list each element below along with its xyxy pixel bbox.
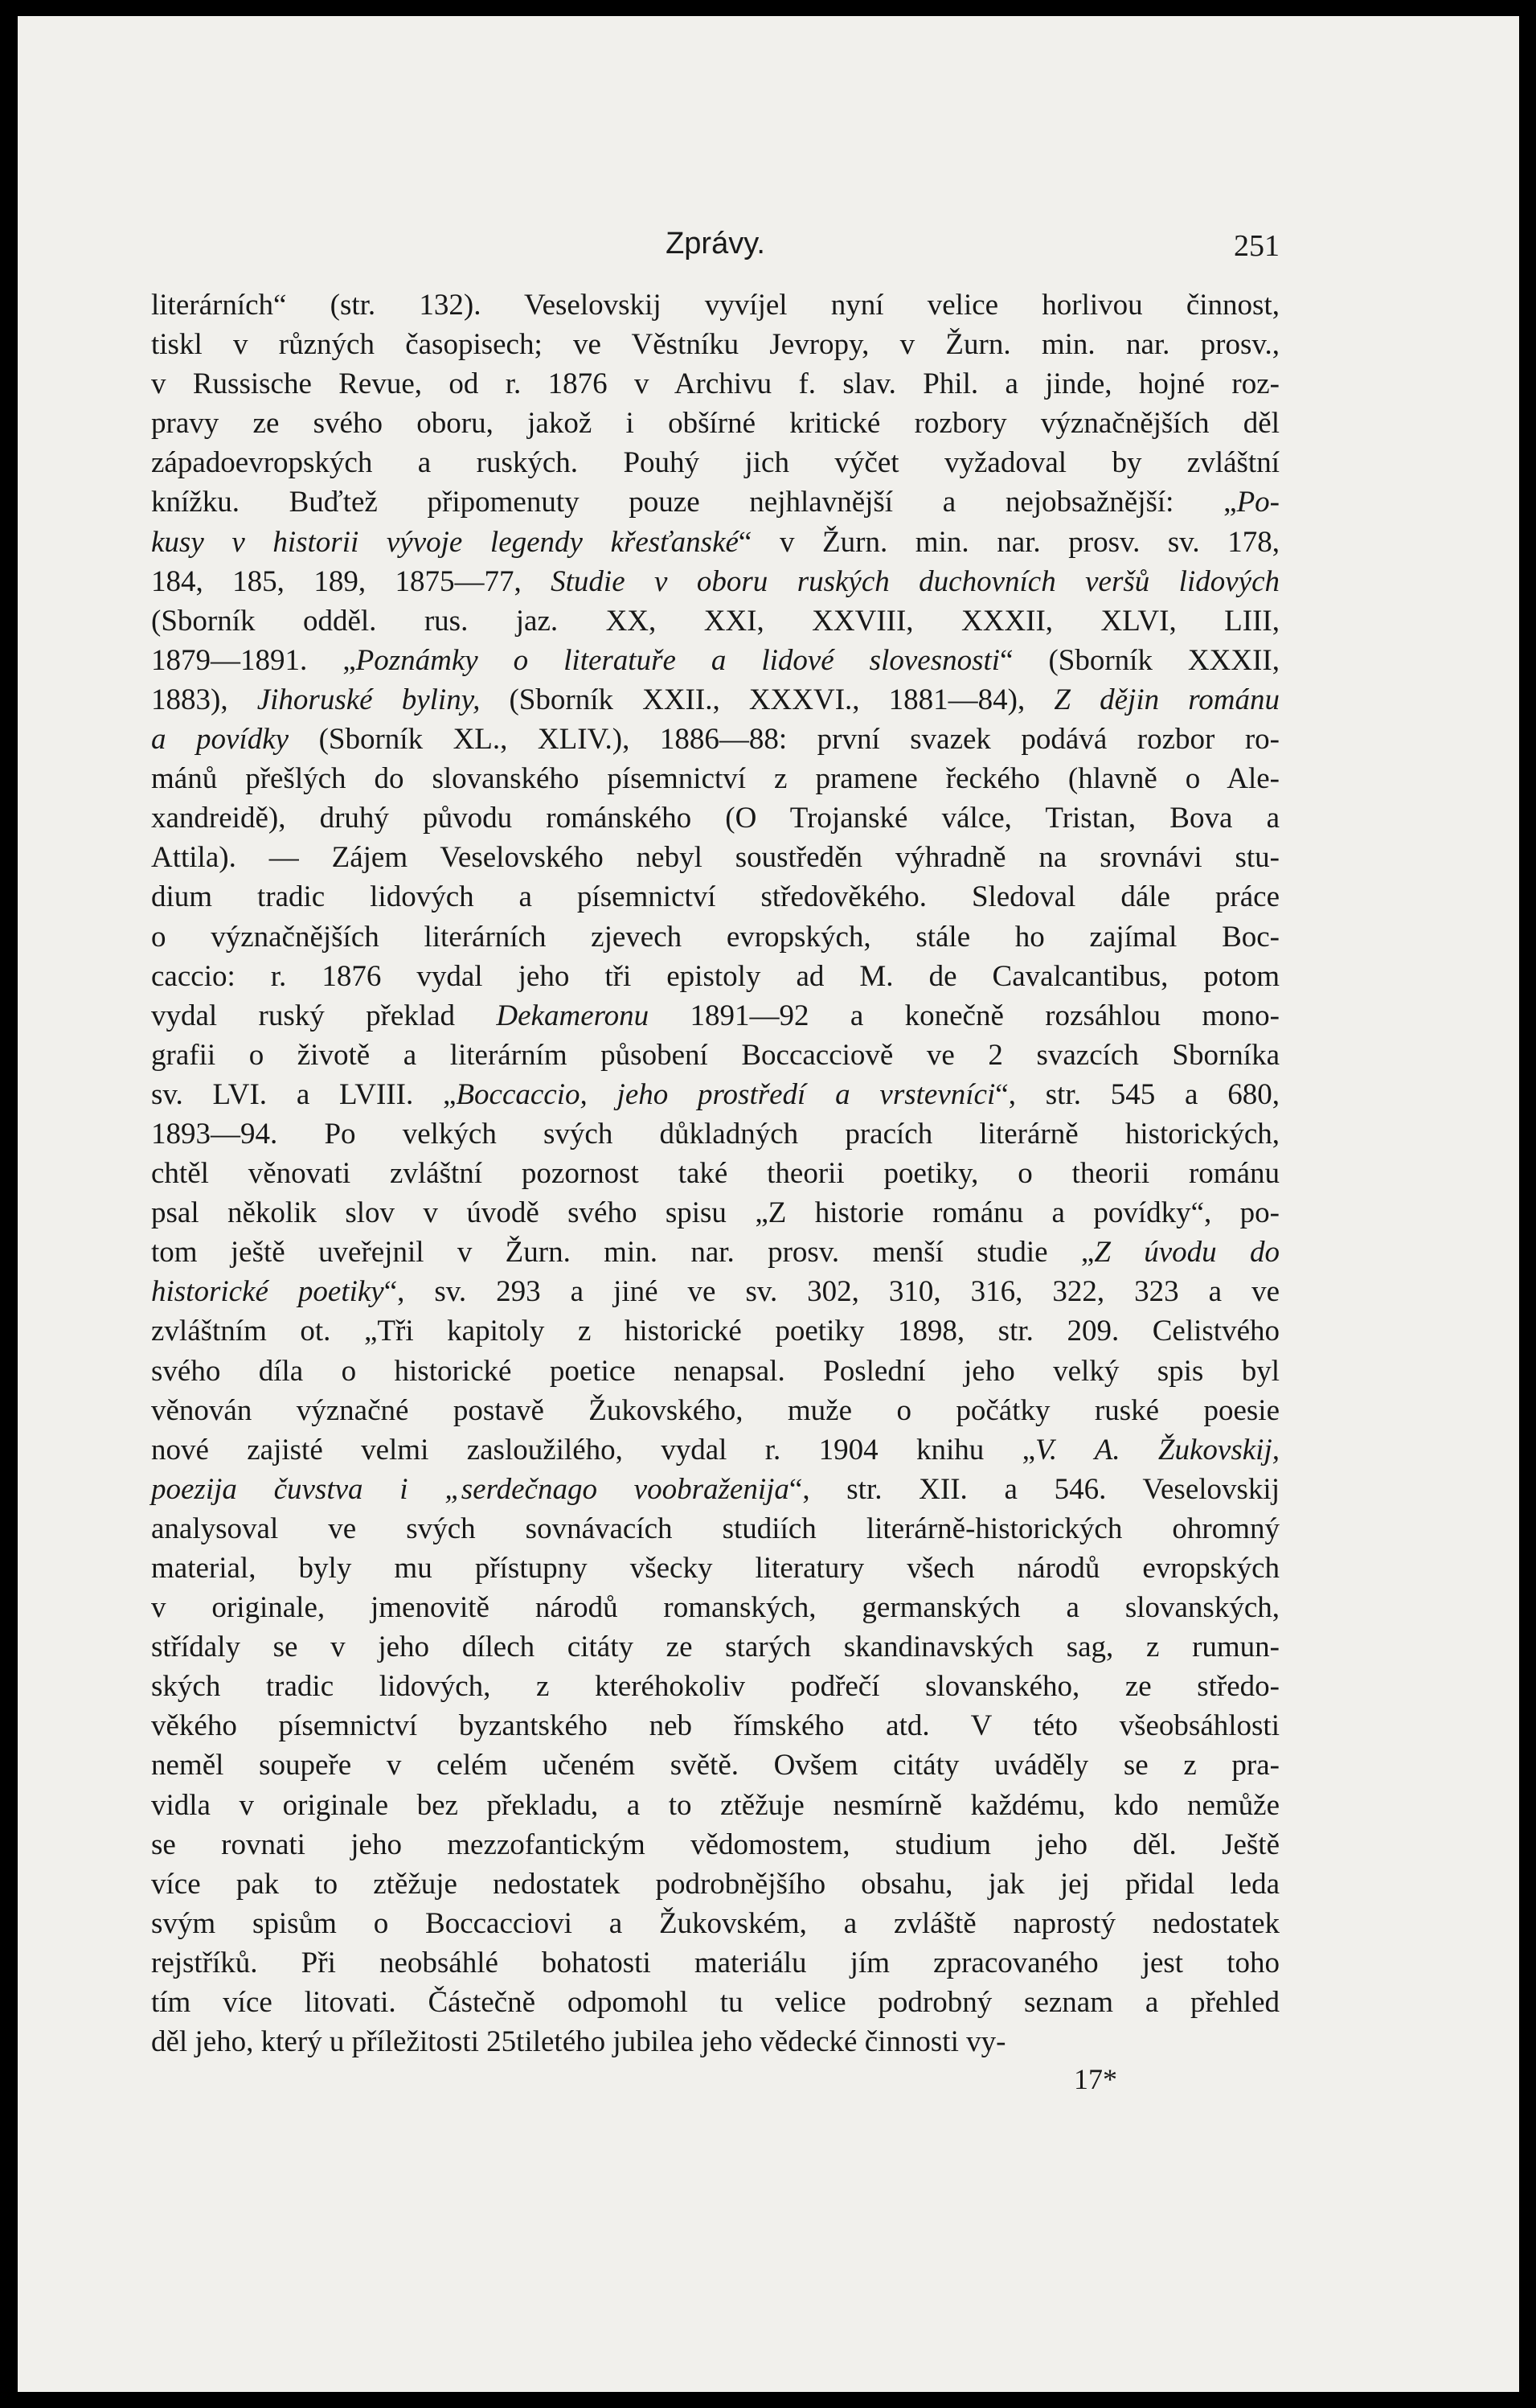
text-segment: vidla v originale bez překladu, a to ztěžuje nesmírně každému, kdo nemůže (151, 1788, 1280, 1822)
italic-title-segment: Poznámky o literatuře a lidové slovesnosti (355, 643, 1001, 677)
text-segment: svého díla o historické poetice nenapsal. Poslední jeho velký spis byl (151, 1354, 1280, 1388)
text-line (151, 1430, 1280, 1470)
text-segment: xandreidě), druhý původu románského (O Trojanské válce, Tristan, Bova a (151, 802, 1280, 835)
printer-signature-mark: 17* (1074, 2063, 1117, 2095)
italic-title-segment: V. A. Žukovskij, (1035, 1433, 1280, 1467)
text-segment: (Sborník odděl. rus. jaz. XX, XXI, XXVIII, XXXII, XLVI, LIII, (151, 604, 1280, 638)
text-segment: caccio: r. 1876 vydal jeho tři epistoly ad M. de Cavalcantibus, potom (151, 959, 1280, 993)
text-line (151, 2022, 1280, 2061)
text-segment: věnován význačné postavě Žukovského, muže o počátky ruské poesie (151, 1393, 1280, 1427)
text-segment: “ v Žurn. min. nar. prosv. sv. 178, (738, 525, 1280, 559)
italic-title-segment: Dekameronu (496, 999, 649, 1032)
text-segment: tím více litovati. Částečně odpomohl tu velice podrobný seznam a přehled (151, 1986, 1280, 2020)
text-line (151, 601, 1280, 641)
text-line (151, 1667, 1280, 1706)
text-line (151, 798, 1280, 838)
text-segment: vydal ruský překlad (151, 999, 497, 1032)
text-segment: mánů přešlých do slovanského písemnictví z pramene řeckého (hlavně o Ale- (151, 762, 1280, 796)
text-segment: zvláštním ot. „Tři kapitoly z historické poetiky 1898, str. 209. Celistvého (151, 1315, 1280, 1348)
text-line (151, 364, 1280, 404)
text-line (151, 1825, 1280, 1864)
book-page (18, 16, 1519, 2392)
text-line (151, 957, 1280, 996)
text-segment: dium tradic lidových a písemnictví středověkého. Sledoval dále práce (151, 880, 1280, 914)
text-segment: knížku. Buďtež připomenuty pouze nejhlavnější a nejobsažnější: „ (151, 486, 1237, 519)
text-line (151, 1352, 1280, 1391)
text-segment: střídaly se v jeho dílech citáty ze starých skandinavských sag, z rumun- (151, 1631, 1280, 1664)
italic-title-segment: kusy v historii vývoje legendy křesťanské (151, 525, 739, 559)
text-segment: literárních“ (str. 132). Veselovskij vyvíjel nyní velice horlivou činnost, (151, 289, 1280, 322)
text-segment: (Sborník XL., XLIV.), 1886—88: první svazek podává rozbor ro- (289, 723, 1280, 757)
text-line (151, 285, 1280, 325)
text-segment: rejstříků. Při neobsáhlé bohatosti materiálu jím zpracovaného jest toho (151, 1946, 1280, 1979)
text-segment: tom ještě uveřejnil v Žurn. min. nar. prosv. menší studie „ (151, 1236, 1095, 1270)
text-segment: 1891—92 a konečně rozsáhlou mono- (649, 999, 1280, 1032)
text-line (151, 1272, 1280, 1311)
text-line (151, 562, 1280, 601)
text-segment: v originale, jmenovitě národů romanských, germanských a slovanských, (151, 1591, 1280, 1625)
running-title: Zprávy. (666, 227, 765, 260)
text-segment: 1893—94. Po velkých svých důkladných pracích literárně historických, (151, 1117, 1280, 1151)
text-line (151, 325, 1280, 364)
text-segment: sv. LVI. a LVIII. „ (151, 1077, 457, 1111)
text-line (151, 482, 1280, 522)
text-line (151, 996, 1280, 1036)
text-line (151, 1075, 1280, 1114)
italic-title-segment: poezija čuvstva i „serdečnago voobraženija (151, 1472, 789, 1506)
text-segment: věkého písemnictví byzantského neb římského atd. V této všeobsáhlosti (151, 1709, 1280, 1743)
italic-title-segment: Boccaccio, jeho prostředí a vrstevníci (456, 1077, 996, 1111)
text-line (151, 1745, 1280, 1785)
text-line (151, 1706, 1280, 1745)
text-line (151, 1549, 1280, 1588)
text-line (151, 1627, 1280, 1667)
text-line (151, 1904, 1280, 1943)
text-segment: svým spisům o Boccacciovi a Žukovském, a zvláště naprostý nedostatek (151, 1906, 1280, 1940)
text-line (151, 877, 1280, 917)
text-segment: ských tradic lidových, z kteréhokoliv podřečí slovanského, ze středo- (151, 1670, 1280, 1704)
page-number: 251 (1234, 229, 1280, 263)
text-segment: grafii o životě a literárním působení Boccacciově ve 2 svazcích Sborníka (151, 1038, 1280, 1072)
text-segment: “ (Sborník XXXII, (1000, 643, 1280, 677)
text-segment: neměl soupeře v celém učeném světě. Ovšem citáty uváděly se z pra- (151, 1749, 1280, 1782)
text-segment: “, str. 545 a 680, (995, 1077, 1280, 1111)
text-segment: více pak to ztěžuje nedostatek podrobnějšího obsahu, jak jej přidal leda (151, 1867, 1280, 1901)
text-segment: “, sv. 293 a jiné ve sv. 302, 310, 316, 322, 323 a ve (383, 1275, 1280, 1309)
text-line (151, 1154, 1280, 1193)
text-segment: 1883), (151, 683, 257, 716)
text-segment: se rovnati jeho mezzofantickým vědomostem, studium jeho děl. Ještě (151, 1828, 1280, 1861)
italic-title-segment: a povídky (151, 723, 289, 757)
text-line (151, 1470, 1280, 1509)
text-segment: 1879—1891. „ (151, 643, 356, 677)
text-line (151, 523, 1280, 562)
text-line (151, 1943, 1280, 1983)
text-line (151, 1114, 1280, 1154)
page-header (151, 227, 1280, 275)
text-segment: 184, 185, 189, 1875—77, (151, 564, 551, 598)
text-segment: nové zajisté velmi zasloužilého, vydal r. 1904 knihu „ (151, 1433, 1035, 1467)
text-line (151, 1391, 1280, 1430)
italic-title-segment: Z dějin románu (1054, 683, 1280, 716)
text-line (151, 917, 1280, 957)
text-line (151, 641, 1280, 680)
text-line (151, 759, 1280, 798)
text-line (151, 1588, 1280, 1627)
italic-title-segment: Jihoruské byliny, (256, 683, 481, 716)
text-segment: Attila). — Zájem Veselovského nebyl soustředěn výhradně na srovnávi stu- (151, 841, 1280, 875)
text-line (151, 1036, 1280, 1075)
text-line (151, 1786, 1280, 1825)
text-segment: “, str. XII. a 546. Veselovskij (788, 1472, 1280, 1506)
text-line (151, 1233, 1280, 1272)
text-segment: (Sborník XXII., XXXVI., 1881—84), (480, 683, 1055, 716)
body-text (151, 285, 1280, 2061)
text-segment: západoevropských a ruských. Pouhý jich výčet vyžadoval by zvláštní (151, 446, 1280, 480)
text-line (151, 443, 1280, 482)
text-line (151, 680, 1280, 720)
italic-title-segment: historické poetiky (151, 1275, 384, 1309)
text-line (151, 1864, 1280, 1904)
text-segment: pravy ze svého oboru, jakož i obšírné kritické rozbory význačnějších děl (151, 407, 1280, 441)
text-segment: děl jeho, který u příležitosti 25tiletého jubilea jeho vědecké činnosti vy- (151, 2025, 1006, 2059)
text-segment: psal několik slov v úvodě svého spisu „Z historie románu a povídky“, po- (151, 1196, 1280, 1230)
text-line (151, 1509, 1280, 1549)
text-segment: material, byly mu přístupny všecky literatury všech národů evropských (151, 1552, 1280, 1585)
italic-title-segment: Po- (1236, 486, 1280, 519)
text-line (151, 838, 1280, 877)
text-segment: tiskl v různých časopisech; ve Věstníku Jevropy, v Žurn. min. nar. prosv., (151, 328, 1280, 362)
italic-title-segment: Z úvodu do (1094, 1236, 1280, 1270)
text-line (151, 720, 1280, 759)
italic-title-segment: Studie v oboru ruských duchovních veršů lidových (551, 564, 1280, 598)
text-segment: analysoval ve svých sovnávacích studiích literárně-historických ohromný (151, 1512, 1280, 1545)
text-line (151, 1983, 1280, 2022)
text-line (151, 404, 1280, 443)
text-segment: v Russische Revue, od r. 1876 v Archivu f. slav. Phil. a jinde, hojné roz- (151, 367, 1280, 401)
text-segment: chtěl věnovati zvláštní pozornost také theorii poetiky, o theorii románu (151, 1157, 1280, 1191)
text-line (151, 1193, 1280, 1233)
text-line (151, 1311, 1280, 1351)
text-segment: o význačnějších literárních zjevech evropských, stále ho zajímal Boc- (151, 920, 1280, 954)
